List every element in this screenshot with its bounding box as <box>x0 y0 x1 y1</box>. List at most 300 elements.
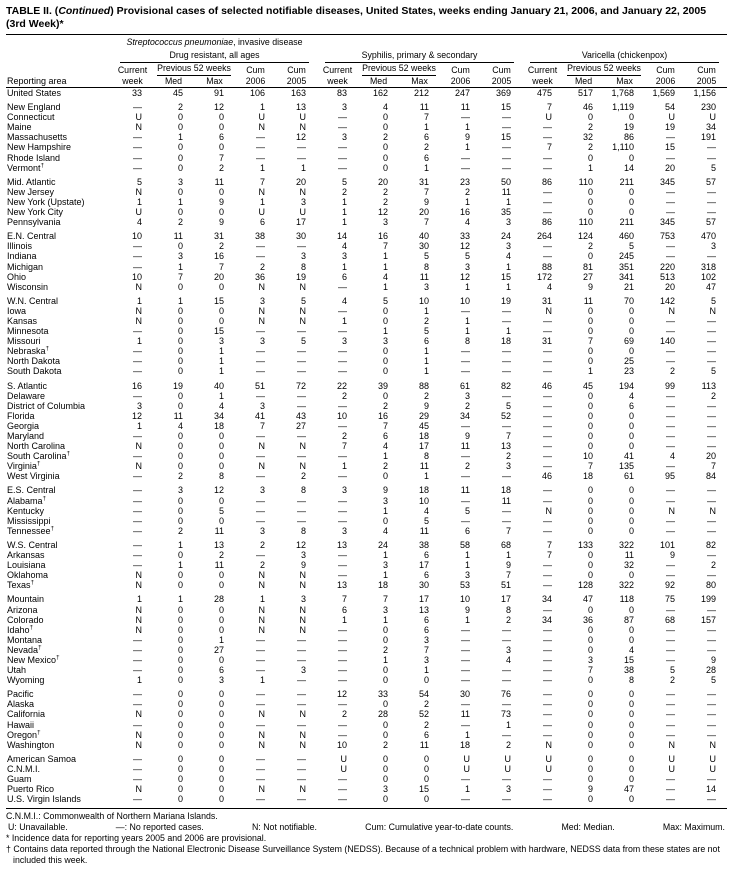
value-cell: 101 <box>660 539 676 550</box>
value-cell: — <box>133 132 142 143</box>
value-cell: 1 <box>259 162 265 173</box>
value-cell: — <box>133 142 142 153</box>
value-cell: U <box>545 753 553 764</box>
value-cell: — <box>133 794 142 805</box>
value-cell: 7 <box>424 112 430 123</box>
value-cell: 106 <box>249 88 265 98</box>
value-cell: 3 <box>383 604 389 615</box>
table-row <box>6 740 727 750</box>
table-row <box>6 784 727 794</box>
value-cell: 351 <box>619 261 635 272</box>
value-cell: N <box>299 186 307 197</box>
value-cell: 18 <box>419 485 430 496</box>
value-cell: — <box>338 729 348 740</box>
value-cell: — <box>297 505 307 516</box>
value-cell: 0 <box>588 560 594 571</box>
value-cell: — <box>133 763 142 774</box>
value-cell: 57 <box>706 217 717 228</box>
value-cell: — <box>502 420 512 431</box>
value-cell: 0 <box>629 305 635 316</box>
value-cell: — <box>666 461 676 472</box>
value-cell: — <box>666 326 676 337</box>
value-cell: — <box>666 152 676 163</box>
value-cell: — <box>297 495 307 506</box>
value-cell: — <box>543 251 553 262</box>
reporting-area-cell: Michigan <box>7 261 44 272</box>
value-cell: 6 <box>218 665 224 676</box>
value-cell: — <box>297 356 307 367</box>
value-cell: 40 <box>213 380 224 391</box>
value-cell: 2 <box>259 560 265 571</box>
value-cell: — <box>707 634 717 645</box>
value-cell: — <box>543 451 553 462</box>
value-cell: 264 <box>537 231 553 242</box>
col-header-week: week <box>317 76 358 88</box>
value-cell: 0 <box>218 604 224 615</box>
value-cell: N <box>258 729 265 740</box>
reporting-area-cell: South Dakota <box>7 366 62 377</box>
value-cell: 0 <box>177 207 183 218</box>
table-row <box>6 153 727 163</box>
value-cell: 1 <box>136 594 142 605</box>
value-cell: N <box>299 729 307 740</box>
reporting-area-cell: Guam <box>7 774 32 784</box>
value-cell: 24 <box>501 231 512 242</box>
value-cell: — <box>256 152 265 163</box>
value-cell: — <box>461 675 471 686</box>
value-cell: — <box>461 665 471 676</box>
value-cell: — <box>338 305 348 316</box>
value-cell: 7 <box>588 665 594 676</box>
value-cell: 58 <box>460 539 471 550</box>
table-row <box>6 685 727 699</box>
reporting-area-cell: New Jersey <box>7 186 55 197</box>
value-cell: 0 <box>588 326 594 337</box>
table-row <box>6 431 727 441</box>
value-cell: 0 <box>218 719 224 730</box>
value-cell: 2 <box>259 261 265 272</box>
value-cell: 15 <box>419 784 430 795</box>
value-cell: — <box>133 774 142 784</box>
legend-unavailable: U: Unavailable. <box>8 822 68 833</box>
value-cell: 21 <box>624 281 635 292</box>
table-row <box>6 112 727 122</box>
value-cell: 5 <box>136 176 142 187</box>
reporting-area-cell: Kentucky <box>7 505 45 516</box>
value-cell: — <box>297 634 307 645</box>
col-header-med: Med <box>153 76 194 88</box>
value-cell: N <box>709 505 717 516</box>
reporting-area-header: Reporting area <box>6 35 112 88</box>
value-cell: — <box>338 560 348 571</box>
table-row <box>6 391 727 401</box>
reporting-area-cell: Mississippi <box>7 515 51 526</box>
value-cell: — <box>502 505 512 516</box>
table-row <box>6 699 727 709</box>
value-cell: 0 <box>177 753 183 764</box>
value-cell: 135 <box>619 461 635 472</box>
value-cell: 0 <box>588 400 594 411</box>
value-cell: 30 <box>460 689 471 700</box>
value-cell: 2 <box>342 709 348 720</box>
reporting-area-cell: Delaware <box>7 390 46 401</box>
value-cell: U <box>504 753 512 764</box>
value-cell: — <box>256 132 265 143</box>
value-cell: 0 <box>218 570 224 581</box>
value-cell: — <box>338 634 348 645</box>
value-cell: — <box>543 196 553 207</box>
value-cell: 0 <box>588 644 594 655</box>
value-cell: 5 <box>629 241 635 252</box>
value-cell: 0 <box>383 346 389 357</box>
table-row <box>6 709 727 719</box>
value-cell: 0 <box>177 162 183 173</box>
value-cell: — <box>338 471 348 482</box>
value-cell: — <box>256 251 265 262</box>
value-cell: — <box>133 560 142 571</box>
value-cell: 3 <box>465 261 471 272</box>
value-cell: 7 <box>218 261 224 272</box>
reporting-area-cell: United States <box>7 88 62 98</box>
reporting-area-cell: Louisiana <box>7 560 46 571</box>
value-cell: — <box>707 525 717 536</box>
value-cell: 0 <box>629 441 635 452</box>
value-cell: 0 <box>629 346 635 357</box>
value-cell: 11 <box>460 709 471 720</box>
table-row <box>6 292 727 306</box>
value-cell: — <box>502 112 512 123</box>
value-cell: 47 <box>706 281 717 292</box>
value-cell: 51 <box>501 580 512 591</box>
value-cell: 5 <box>711 675 717 686</box>
value-cell: — <box>338 624 348 635</box>
value-cell: N <box>135 784 142 795</box>
value-cell: — <box>543 485 553 496</box>
value-cell: U <box>299 112 307 123</box>
reporting-area-cell: New England <box>7 102 61 113</box>
value-cell: 10 <box>583 451 594 462</box>
value-cell: 61 <box>624 471 635 482</box>
value-cell: 1 <box>383 326 389 337</box>
value-cell: — <box>256 142 265 153</box>
value-cell: 1 <box>465 550 471 561</box>
value-cell: 3 <box>506 644 512 655</box>
value-cell: 1 <box>424 356 430 367</box>
value-cell: 0 <box>218 624 224 635</box>
value-cell: 7 <box>383 594 389 605</box>
value-cell: 1 <box>177 560 183 571</box>
value-cell: — <box>666 431 676 441</box>
value-cell: 3 <box>711 241 717 252</box>
value-cell: 0 <box>177 431 183 441</box>
reporting-area-cell: North Carolina <box>7 441 66 452</box>
value-cell: — <box>502 315 512 326</box>
value-cell: 1 <box>177 594 183 605</box>
value-cell: — <box>666 186 676 197</box>
value-cell: 82 <box>706 539 717 550</box>
value-cell: 11 <box>173 231 183 242</box>
value-cell: — <box>707 420 717 431</box>
value-cell: — <box>707 604 717 615</box>
reporting-area-cell: Alaska <box>7 699 35 710</box>
value-cell: 0 <box>177 326 183 337</box>
reporting-area-cell: American Samoa <box>7 753 77 764</box>
value-cell: N <box>258 305 265 316</box>
value-cell: 8 <box>629 675 635 686</box>
value-cell: 142 <box>660 295 676 306</box>
value-cell: — <box>666 207 676 218</box>
value-cell: 0 <box>383 634 389 645</box>
value-cell: 6 <box>342 271 348 282</box>
value-cell: 1 <box>424 471 430 482</box>
value-cell: 31 <box>542 295 553 306</box>
title-main: ) Provisional cases of selected notifiable diseases, United States, weeks ending January 21, 2006, and January 22, 2005 (3rd Week)* <box>6 5 707 30</box>
value-cell: — <box>666 251 676 262</box>
value-cell: 15 <box>213 326 224 337</box>
value-cell: — <box>707 400 717 411</box>
value-cell: 0 <box>424 753 430 764</box>
value-cell: — <box>297 644 307 655</box>
value-cell: — <box>666 719 676 730</box>
value-cell: — <box>256 753 265 764</box>
value-cell: 6 <box>424 152 430 163</box>
value-cell: 0 <box>424 763 430 774</box>
value-cell: 6 <box>424 132 430 143</box>
value-cell: U <box>299 207 307 218</box>
value-cell: 4 <box>383 102 389 113</box>
value-cell: 0 <box>588 729 594 740</box>
value-cell: 7 <box>506 570 512 581</box>
value-cell: U <box>463 753 471 764</box>
reporting-area-cell: Wyoming <box>7 675 45 686</box>
value-cell: 2 <box>465 186 471 197</box>
value-cell: 2 <box>383 196 389 207</box>
value-cell: 0 <box>218 461 224 472</box>
value-cell: — <box>707 729 717 740</box>
value-cell: 0 <box>383 675 389 686</box>
value-cell: 0 <box>588 186 594 197</box>
value-cell: 0 <box>383 315 389 326</box>
value-cell: — <box>338 420 348 431</box>
value-cell: — <box>666 689 676 700</box>
value-cell: 15 <box>624 654 635 665</box>
value-cell: — <box>297 699 307 710</box>
value-cell: 0 <box>588 441 594 452</box>
value-cell: 3 <box>342 102 348 113</box>
value-cell: 2 <box>465 461 471 472</box>
value-cell: 0 <box>588 570 594 581</box>
value-cell: 1 <box>506 261 512 272</box>
col-header-cum: Cum <box>287 65 306 75</box>
value-cell: U <box>709 112 717 123</box>
value-cell: 0 <box>629 634 635 645</box>
value-cell: 0 <box>629 689 635 700</box>
value-cell: — <box>707 794 717 805</box>
value-cell: — <box>133 699 142 710</box>
value-cell: 12 <box>337 689 348 700</box>
value-cell: N <box>258 441 265 452</box>
table-row <box>6 570 727 580</box>
value-cell: 4 <box>424 505 430 516</box>
value-cell: — <box>256 451 265 462</box>
value-cell: 0 <box>218 207 224 218</box>
value-cell: — <box>461 495 471 506</box>
value-cell: N <box>135 186 142 197</box>
value-cell: — <box>666 784 676 795</box>
value-cell: 2 <box>506 451 512 462</box>
value-cell: 0 <box>629 709 635 720</box>
reporting-area-cell: Kansas <box>7 315 38 326</box>
group-subheader-drug-resistant: Drug resistant, all ages <box>112 48 317 63</box>
value-cell: 1 <box>177 132 183 143</box>
table-row <box>6 665 727 675</box>
value-cell: 5 <box>383 295 389 306</box>
value-cell: 28 <box>706 665 717 676</box>
value-cell: — <box>543 400 553 411</box>
value-cell: 0 <box>218 729 224 740</box>
value-cell: 17 <box>419 441 430 452</box>
value-cell: — <box>297 794 307 805</box>
value-cell: 3 <box>177 485 183 496</box>
value-cell: — <box>502 356 512 367</box>
value-cell: 2 <box>383 132 389 143</box>
value-cell: 99 <box>665 380 676 391</box>
reporting-area-cell: Rhode Island <box>7 152 61 163</box>
value-cell: N <box>135 614 142 625</box>
value-cell: N <box>299 441 307 452</box>
value-cell: 11 <box>173 410 183 421</box>
value-cell: 1 <box>383 505 389 516</box>
value-cell: — <box>338 505 348 516</box>
value-cell: 8 <box>424 451 430 462</box>
value-cell: 0 <box>629 604 635 615</box>
col-header-cum: Cum <box>492 65 511 75</box>
value-cell: 0 <box>588 251 594 262</box>
value-cell: — <box>666 196 676 207</box>
value-cell: 16 <box>378 410 389 421</box>
value-cell: 92 <box>665 580 676 591</box>
value-cell: 3 <box>383 336 389 347</box>
value-cell: 0 <box>588 624 594 635</box>
value-cell: U <box>668 112 676 123</box>
value-cell: 4 <box>506 654 512 665</box>
value-cell: 0 <box>588 485 594 496</box>
value-cell: 30 <box>419 580 430 591</box>
value-cell: 13 <box>213 539 224 550</box>
value-cell: — <box>461 162 471 173</box>
value-cell: 27 <box>583 271 594 282</box>
value-cell: 0 <box>177 763 183 774</box>
reporting-area-cell: Iowa <box>7 305 27 316</box>
value-cell: 4 <box>383 525 389 536</box>
value-cell: 0 <box>588 410 594 421</box>
value-cell: — <box>543 186 553 197</box>
value-cell: — <box>256 346 265 357</box>
dagger-marker: † <box>50 525 55 532</box>
value-cell: 5 <box>424 251 430 262</box>
value-cell: 28 <box>378 709 389 720</box>
value-cell: — <box>133 152 142 163</box>
value-cell: 0 <box>177 580 183 591</box>
value-cell: 36 <box>254 271 265 282</box>
value-cell: 11 <box>214 176 224 187</box>
value-cell: N <box>258 624 265 635</box>
value-cell: N <box>258 315 265 326</box>
value-cell: 0 <box>177 644 183 655</box>
value-cell: N <box>299 784 307 795</box>
value-cell: 0 <box>218 142 224 153</box>
value-cell: 17 <box>501 594 512 605</box>
value-cell: 13 <box>296 102 307 113</box>
value-cell: 6 <box>465 525 471 536</box>
value-cell: 0 <box>218 122 224 133</box>
value-cell: 4 <box>136 217 142 228</box>
value-cell: 76 <box>501 689 512 700</box>
value-cell: 1 <box>301 162 307 173</box>
value-cell: 18 <box>419 431 430 441</box>
value-cell: 0 <box>629 410 635 421</box>
value-cell: — <box>502 729 512 740</box>
value-cell: 8 <box>301 485 307 496</box>
table-row <box>6 764 727 774</box>
value-cell: N <box>135 729 142 740</box>
value-cell: — <box>133 644 142 655</box>
table-row <box>6 251 727 261</box>
value-cell: 80 <box>706 580 717 591</box>
value-cell: 3 <box>259 295 265 306</box>
value-cell: 35 <box>501 207 512 218</box>
value-cell: — <box>666 654 676 665</box>
reporting-area-cell: Massachusetts <box>7 132 68 143</box>
col-header-cum: Cum <box>246 65 265 75</box>
value-cell: 0 <box>383 152 389 163</box>
value-cell: 9 <box>465 431 471 441</box>
value-cell: 3 <box>342 485 348 496</box>
footnote-dagger: † Contains data reported through the National Electronic Disease Surveillance System (NEDSS). Because of a technical problem with hardware, NEDSS data from these states are not included this week. <box>6 844 720 866</box>
value-cell: 7 <box>547 102 553 113</box>
value-cell: 0 <box>177 550 183 561</box>
col-header-cum: Cum <box>656 65 675 75</box>
value-cell: 29 <box>419 410 430 421</box>
value-cell: 17 <box>296 217 307 228</box>
value-cell: 7 <box>588 336 594 347</box>
reporting-area-cell: Oregon† <box>7 729 41 740</box>
value-cell: 1 <box>588 162 594 173</box>
value-cell: 34 <box>542 614 553 625</box>
value-cell: N <box>299 739 307 750</box>
value-cell: 86 <box>542 176 553 187</box>
value-cell: 110 <box>578 217 594 228</box>
value-cell: 1,119 <box>612 102 635 113</box>
value-cell: 3 <box>177 176 183 187</box>
table-row <box>6 481 727 495</box>
value-cell: — <box>338 112 348 123</box>
value-cell: 0 <box>177 794 183 805</box>
value-cell: 45 <box>172 88 183 98</box>
value-cell: 3 <box>218 675 224 686</box>
value-cell: 2 <box>506 614 512 625</box>
value-cell: N <box>299 305 307 316</box>
value-cell: U <box>340 753 348 764</box>
table-row <box>6 536 727 550</box>
table-row <box>6 207 727 217</box>
value-cell: 6 <box>218 132 224 143</box>
value-cell: — <box>256 654 265 665</box>
value-cell: — <box>256 763 265 774</box>
value-cell: 0 <box>218 709 224 720</box>
value-cell: 0 <box>218 774 224 784</box>
dagger-marker: † <box>37 729 41 736</box>
